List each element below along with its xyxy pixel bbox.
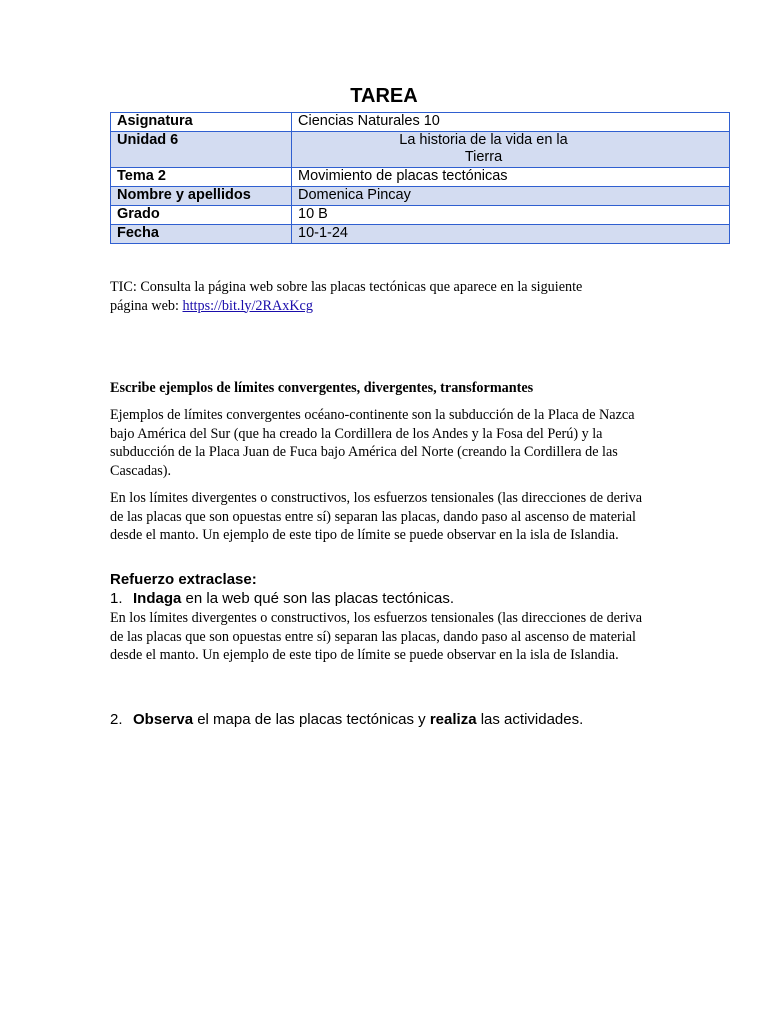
item-number: 2. bbox=[110, 711, 123, 728]
info-row-fecha bbox=[111, 225, 730, 244]
info-value: Ciencias Naturales 10 bbox=[292, 113, 730, 132]
item-number: 1. bbox=[110, 590, 123, 607]
info-value bbox=[292, 132, 730, 168]
info-value-line: La historia de la vida en la bbox=[399, 132, 568, 148]
info-value: Movimiento de placas tectónicas bbox=[292, 168, 730, 187]
section-heading: Escribe ejemplos de límites convergentes, divergentes, transformantes bbox=[110, 380, 534, 396]
paragraph-divergent: En los límites divergentes o constructivos, los esfuerzos tensionales (las direcciones de deriva de las placas que son opuestas entre sí) separan las placas, dando paso al ascenso de material desde el manto. Un ejemplo de este tipo de límite se puede observar en la isla de Islandia. bbox=[110, 490, 643, 543]
item-text: las actividades. bbox=[476, 711, 584, 728]
page-title: TAREA bbox=[350, 85, 418, 107]
tic-line: TIC: Consulta la página web sobre las placas tectónicas que aparece en la siguiente bbox=[110, 279, 583, 295]
refuerzo-item-1 bbox=[110, 590, 670, 608]
info-row-grado bbox=[111, 206, 730, 225]
info-value: Domenica Pincay bbox=[292, 187, 730, 206]
info-value: 10-1-24 bbox=[292, 225, 730, 244]
info-label: Tema 2 bbox=[111, 168, 292, 187]
info-label: Asignatura bbox=[111, 113, 292, 132]
info-label: Nombre y apellidos bbox=[111, 187, 292, 206]
item-verb: Observa bbox=[133, 711, 194, 728]
info-row-asignatura bbox=[111, 113, 730, 132]
refuerzo-item-2 bbox=[110, 711, 670, 729]
info-label: Grado bbox=[111, 206, 292, 225]
item-verb: realiza bbox=[429, 711, 477, 728]
info-label: Unidad 6 bbox=[111, 132, 292, 168]
tic-prefix: página web: bbox=[110, 297, 183, 314]
info-row-tema bbox=[111, 168, 730, 187]
item-verb: Indaga bbox=[133, 590, 182, 607]
refuerzo-heading: Refuerzo extraclase: bbox=[110, 571, 257, 588]
refuerzo-answer: En los límites divergentes o constructivos, los esfuerzos tensionales (las direcciones de deriva de las placas que son opuestas entre sí) separan las placas, dando paso al ascenso de material desde el manto. Un ejemplo de este tipo de límite se puede observar en la isla de Islandia. bbox=[110, 610, 643, 663]
info-label: Fecha bbox=[111, 225, 292, 244]
paragraph-convergent: Ejemplos de límites convergentes océano-continente son la subducción de la Placa de Nazca bajo América del Sur (que ha creado la Cordillera de los Andes y la Fosa del Perú) y la subducción de la Placa Juan de Fuca bajo América del Norte (creando la Cordillera de las Cascadas). bbox=[110, 407, 635, 479]
item-text: el mapa de las placas tectónicas y bbox=[193, 711, 430, 728]
info-value: 10 B bbox=[292, 206, 730, 225]
tic-link[interactable]: https://bit.ly/2RAxKcg bbox=[182, 297, 313, 314]
info-row-unidad bbox=[111, 132, 730, 168]
info-value-line: Tierra bbox=[464, 149, 503, 165]
item-text: en la web qué son las placas tectónicas. bbox=[181, 590, 455, 607]
info-table bbox=[110, 112, 730, 244]
tic-line bbox=[110, 297, 670, 316]
tic-paragraph bbox=[110, 278, 670, 315]
info-row-nombre bbox=[111, 187, 730, 206]
